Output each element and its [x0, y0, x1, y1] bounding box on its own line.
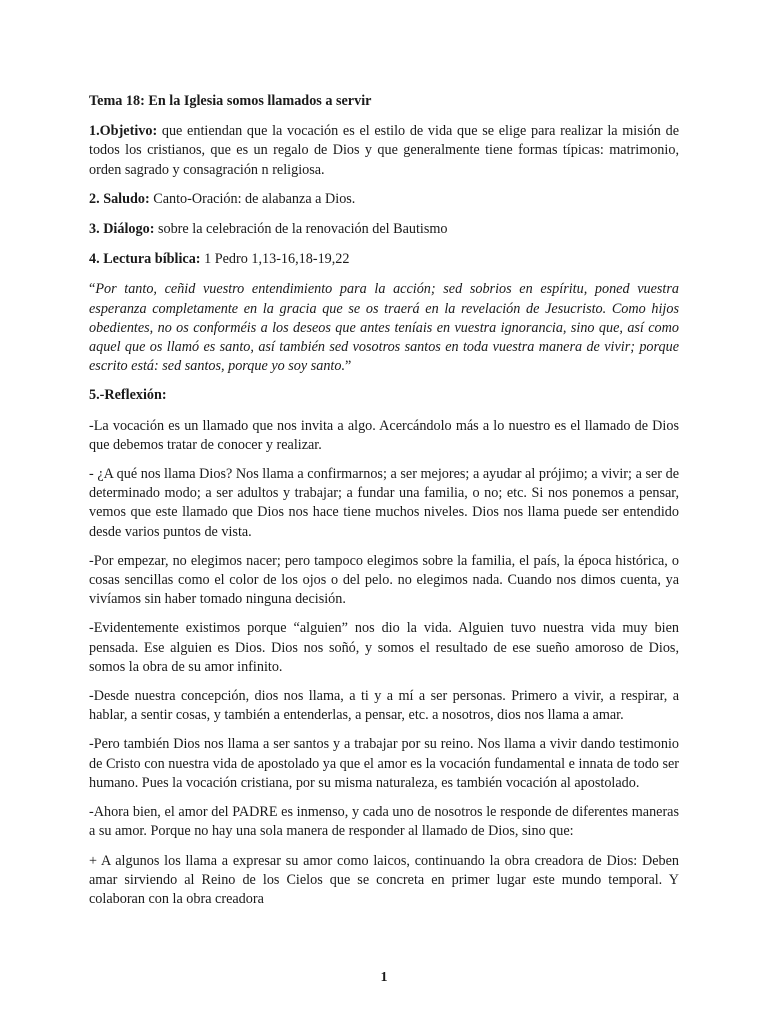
- quote-close-mark: ”: [345, 358, 352, 375]
- quote-open-mark: “: [89, 281, 96, 298]
- dialogo-text: sobre la celebración de la renovación del Bautismo: [154, 221, 448, 238]
- body-paragraph: -La vocación es un llamado que nos invita a algo. Acercándolo más a lo nuestro es el llamado de Dios que debemos tratar de conocer y realizar.: [89, 417, 679, 453]
- document-body: [89, 92, 679, 919]
- page-number: 1: [380, 970, 388, 985]
- lectura-paragraph: [89, 250, 679, 269]
- quote-text: Por tanto, ceñid vuestro entendimiento para la acción; sed sobrios en espíritu, poned vuestra esperanza completamente en la gracia que se os traerá en la revelación de Jesucristo. Como hijos obedientes, no os conforméis a los deseos que antes teníais en vuestra ignorancia, sino que, así como aquel que os llamó es santo, así también sed vosotros santos en toda vuestra manera de vivir; porque escrito está: sed santos, porque yo soy santo.: [89, 281, 679, 375]
- body-paragraph: + A algunos los llama a expresar su amor como laicos, continuando la obra creadora de Dios: Deben amar sirviendo al Reino de los Cielos que se concreta en primer lugar este mundo temporal. Y colaboran con la obra creadora: [89, 852, 679, 907]
- saludo-text: Canto-Oración: de alabanza a Dios.: [149, 190, 356, 207]
- body-paragraph: -Pero también Dios nos llama a ser santos y a trabajar por su reino. Nos llama a vivir dando testimonio de Cristo con nuestra vida de apostolado ya que el amor es la vocación fundamental e innata de todo ser humano. Pues la vocación cristiana, por su misma naturaleza, es también vocación al apostolado.: [89, 736, 679, 791]
- objetivo-text: que entiendan que la vocación es el estilo de vida que se elige para realizar la misión de todos los cristianos, que es un regalo de Dios y que generalmente tiene formas típicas: matrimonio, orden sagrado y consagración n religiosa.: [89, 123, 679, 178]
- saludo-paragraph: [89, 190, 679, 209]
- reflexion-heading: 5.-Reflexión:: [89, 387, 167, 404]
- dialogo-paragraph: [89, 220, 679, 239]
- body-paragraph: -Ahora bien, el amor del PADRE es inmenso, y cada uno de nosotros le responde de diferentes maneras a su amor. Porque no hay una sola manera de responder al llamado de Dios, sino que:: [89, 804, 679, 840]
- bible-quote: [89, 280, 679, 376]
- body-paragraph: -Desde nuestra concepción, dios nos llama, a ti y a mí a ser personas. Primero a vivir, a respirar, a hablar, a sentir cosas, y también a entenderlas, a pensar, etc. a nosotros, dios nos llama a amar.: [89, 688, 679, 724]
- body-paragraph: -Por empezar, no elegimos nacer; pero tampoco elegimos sobre la familia, el país, la época histórica, o cosas sencillas como el color de los ojos o del pelo. no elegimos nada. Cuando nos dimos cuenta, ya vivíamos sin haber tomado ninguna decisión.: [89, 552, 679, 608]
- saludo-label: 2. Saludo:: [89, 190, 150, 207]
- objetivo-label: 1.Objetivo:: [89, 123, 158, 140]
- objetivo-paragraph: [89, 122, 679, 180]
- body-paragraph: - ¿A qué nos llama Dios? Nos llama a confirmarnos; a ser mejores; a ayudar al prójimo; a vivir; a ser de determinado modo; a ser adultos y trabajar; a fundar una familia, o no; etc. Si nos ponemos a pensar, vemos que este llamado que Dios nos hace tiene muchos niveles. Dios nos llama puede ser entendido desde varios puntos de vista.: [89, 466, 679, 540]
- dialogo-label: 3. Diálogo:: [89, 221, 155, 238]
- lectura-label: 4. Lectura bíblica:: [89, 251, 201, 268]
- lectura-text: 1 Pedro 1,13-16,18-19,22: [200, 251, 350, 268]
- document-title: Tema 18: En la Iglesia somos llamados a servir: [89, 93, 372, 109]
- body-paragraph: -Evidentemente existimos porque “alguien” nos dio la vida. Alguien tuvo nuestra vida muy bien pensada. Ese alguien es Dios. Dios nos soñó, y somos el resultado de ese sueño amoroso de Dios, somos la obra de su amor infinito.: [89, 620, 679, 675]
